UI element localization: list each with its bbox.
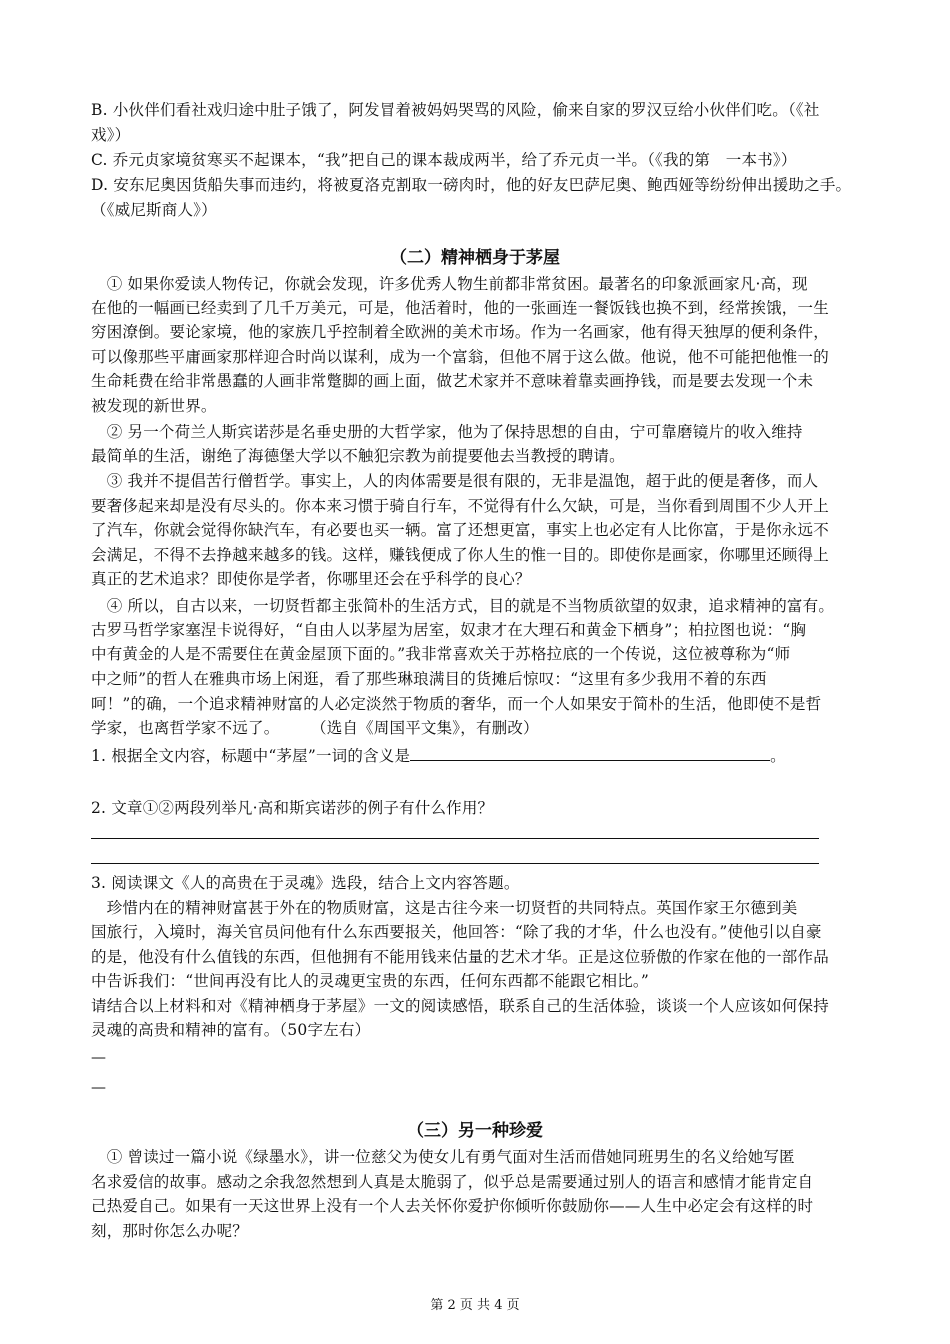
section2-p2-line: ② 另一个荷兰人斯宾诺莎是名垂史册的大哲学家，他为了保持思想的自由，宁可靠磨镜片的收入维持 [91,423,803,441]
section2-p4-line: 学家，也离哲学家不远了。 （选自《周国平文集》，有删改） [91,719,539,737]
option-d-line1: D. 安东尼奥因货船失事而违约，将被夏洛克割取一磅肉时，他的好友巴萨尼奥、鲍西娅等纷纷伸出援助之手。 [91,176,852,194]
answer-line[interactable] [91,838,819,839]
section2-p3-line: ③ 我并不提倡苦行僧哲学。事实上，人的肉体需要是很有限的，无非是温饱，超于此的便是奢侈，而人 [91,472,819,490]
section2-p4-line: 古罗马哲学家塞涅卡说得好，“自由人以茅屋为居室，奴隶才在大理石和黄金下栖身”；柏拉图也说：“胸 [91,621,807,639]
question-1 [91,744,786,768]
section2-p4-line: ④ 所以，自古以来，一切贤哲都主张简朴的生活方式，目的就是不当物质欲望的奴隶，追求精神的富有。 [91,597,835,615]
material-line: 的是，他没有什么值钱的东西，但他拥有不能用钱来估量的艺术才华。正是这位骄傲的作家在他的一部作品 [91,948,829,966]
material-line: 珍惜内在的精神财富甚于外在的物质财富，这是古往今来一切贤哲的共同特点。英国作家王尔德到美 [91,899,798,917]
answer-line[interactable] [91,863,819,864]
section2-p1-line: 在他的一幅画已经卖到了几千万美元，可是，他活着时，他的一张画连一餐饭钱也换不到，经常挨饿，一生 [91,299,829,317]
section2-p1-line: 穷困潦倒。要论家境，他的家族几乎控制着全欧洲的美术市场。作为一名画家，他有得天独厚的便利条件， [91,323,829,341]
section3-title: （三）另一种珍爱 [407,1121,543,1141]
section2-p1-line: 生命耗费在给非常愚蠢的人画非常蹩脚的画上面，做艺术家并不意味着靠卖画挣钱，而是要去发现一个未 [91,372,814,390]
option-b-line1: B. 小伙伴们看社戏归途中肚子饿了，阿发冒着被妈妈哭骂的风险，偷来自家的罗汉豆给小伙伴们吃。（《社 [91,101,820,119]
section2-p2-line: 最简单的生活，谢绝了海德堡大学以不触犯宗教为前提要他去当教授的聘请。 [91,447,625,465]
option-b-line2: 戏》） [91,126,131,144]
section2-p1-line: 可以像那些平庸画家那样迎合时尚以谋利，成为一个富翁，但他不屑于这么做。他说，他不可能把他惟一的 [91,348,829,366]
prompt-line: 请结合以上材料和对《精神栖身于茅屋》一文的阅读感悟，联系自己的生活体验，谈谈一个人应该如何保持 [91,997,829,1015]
section2-p3-line: 会满足，不得不去挣越来越多的钱。这样，赚钱便成了你人生的惟一目的。即使你是画家，你哪里还顾得上 [91,546,829,564]
option-c-line1: C. 乔元贞家境贫寒买不起课本，“我”把自己的课本裁成两半，给了乔元贞一半。（《我的第 一本书》） [91,151,797,169]
material-line: 中告诉我们：“世间再没有比人的灵魂更宝贵的东西，任何东西都不能跟它相比。” [91,972,650,990]
section2-p3-line: 了汽车，你就会觉得你缺汽车，有必要也买一辆。富了还想更富，事实上也必定有人比你富，于是你永远不 [91,521,829,539]
answer-dash[interactable]: — [91,1078,106,1096]
section3-p1-line: 刻，那时你怎么办呢？ [91,1222,249,1240]
section2-title: （二）精神栖身于茅屋 [390,248,560,268]
question-2: 2. 文章①②两段列举凡·高和斯宾诺莎的例子有什么作用？ [91,799,494,817]
material-line: 国旅行，入境时，海关官员问他有什么东西要报关，他回答：“除了我的才华，什么也没有。”使他引以自豪 [91,923,822,941]
answer-dash[interactable]: — [91,1048,106,1066]
section3-p1-line: 名求爱信的故事。感动之余我忽然想到人真是太脆弱了，似乎总是需要通过别人的语言和感情才能肯定自 [91,1173,814,1191]
question-1-answer-blank[interactable] [410,744,770,761]
question-1-end: 。 [770,747,786,765]
page-number: 第 2 页 共 4 页 [430,1298,520,1313]
section2-p4-line: 呵！”的确，一个追求精神财富的人必定淡然于物质的奢华，而一个人如果安于简朴的生活，他即使不是哲 [91,695,822,713]
section3-p1-line: ① 曾读过一篇小说《绿墨水》，讲一位慈父为使女儿有勇气面对生活而借她同班男生的名义给她写匿 [91,1148,795,1166]
section2-p4-line: 中之师”的哲人在雅典市场上闲逛，看了那些琳琅满目的货摊后惊叹：“这里有多少我用不着的东西 [91,670,767,688]
section2-p1-line: ① 如果你爱读人物传记，你就会发现，许多优秀人物生前都非常贫困。最著名的印象派画家凡·高，现 [91,275,808,293]
question-3: 3. 阅读课文《人的高贵在于灵魂》选段，结合上文内容答题。 [91,874,520,892]
question-1-text: 1. 根据全文内容，标题中“茅屋”一词的含义是 [91,747,411,765]
section2-p1-line: 被发现的新世界。 [91,397,217,415]
prompt-line: 灵魂的高贵和精神的富有。（50字左右） [91,1021,371,1039]
section2-p4-line: 中有黄金的人是不需要住在黄金屋顶下面的。”我非常喜欢关于苏格拉底的一个传说，这位被尊称为“师 [91,645,791,663]
section2-p3-line: 要奢侈起来却是没有尽头的。你本来习惯于骑自行车，不觉得有什么欠缺，可是，当你看到周围不少人开上 [91,497,829,515]
section3-p1-line: 己热爱自己。如果有一天这世界上没有一个人去关怀你爱护你倾听你鼓励你——人生中必定会有这样的时 [91,1197,814,1215]
section2-p3-line: 真正的艺术追求？即使你是学者，你哪里还会在乎科学的良心？ [91,570,531,588]
option-d-line2: （《威尼斯商人》） [91,201,217,219]
